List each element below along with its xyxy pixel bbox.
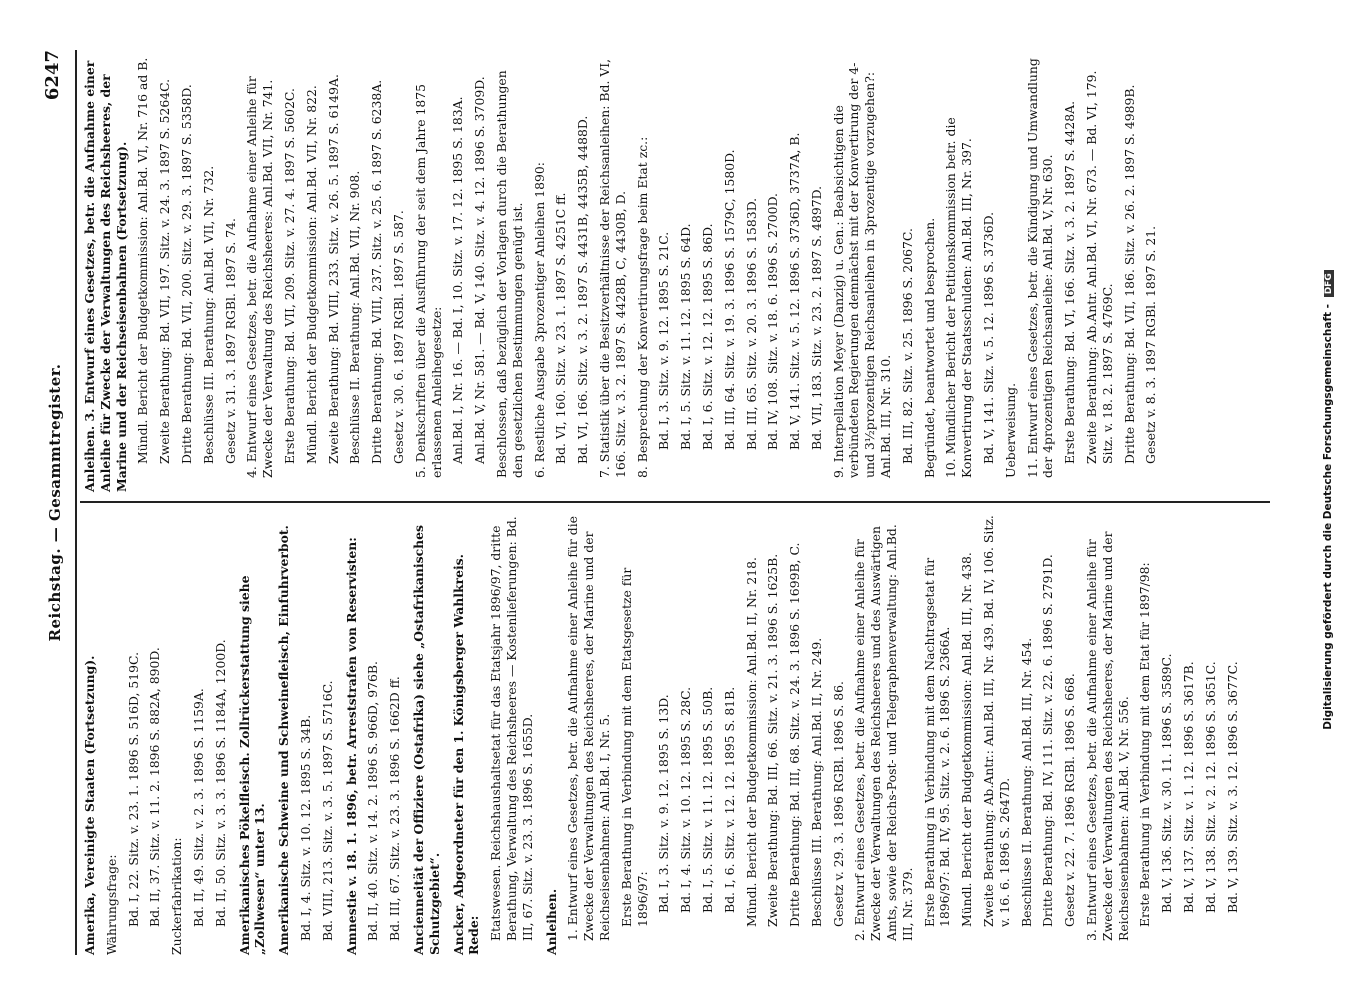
index-entry: Bd. IV, 108. Sitz. v. 18. 6. 1896 S. 2700D. [765,193,781,450]
column-divider [80,502,1270,504]
index-entry: Amnestie v. 18. 1. 1896, betr. Arreststrafen von Reservisten: [343,537,359,955]
index-entry: Dritte Berathung: Bd. VII, 200. Sitz. v. 29. 3. 1897 S. 5358D. [178,84,194,464]
index-entry: Bd. II, 37. Sitz. v. 11. 2. 1896 S. 882A, 890D. [147,647,163,927]
index-entry: Anleihen. [543,888,559,955]
index-entry: Beschlüsse II. Berathung: Anl.Bd. III, Nr. 454. [1018,637,1034,927]
index-entry: Bd. III, 67. Sitz. v. 23. 3. 1896 S. 1662D ff. [387,676,403,941]
index-entry: Zweite Berathung: Ab.Antr. Anl.Bd. VI, Nr. 673. — Bd. VI, 179. Sitz. v. 18. 2. 1897 S. 4769C. [1084,70,1115,464]
index-entry: Bd. V, 137. Sitz. v. 1. 12. 1896 S. 3617B. [1181,661,1197,913]
index-entry: Zuckerfabrikation: [169,837,185,955]
index-entry: Bd. I, 5. Sitz. v. 11. 12. 1895 S. 64D. [678,223,694,450]
index-entry: Bd. III, 82. Sitz. v. 25. 1896 S. 2067C. [899,228,915,464]
page-header [36,50,70,955]
index-entry: Bd. V, 141. Sitz. v. 5. 12. 1896 S. 3736D, 3737A, B. [787,132,803,450]
digitization-note [1322,90,1334,910]
index-entry: Mündl. Bericht der Budgetkommission: Anl.Bd. III, Nr. 438. [959,552,975,927]
index-entry: Erste Berathung: Bd. VII, 209. Sitz. v. 27. 4. 1897 S. 5602C. [281,88,297,464]
page-title: Reichstag. — Gesammtregister. [46,363,64,642]
index-entry: Begründet, beantwortet und besprochen. [921,217,937,478]
page-number: 6247 [42,50,63,101]
index-entry: 7. Statistik über die Besitzverhältnisse der Reichsanleihen: Bd. VI, 166. Sitz. v. 3. 2. 1897 S. 4428B, C, 4430B, D. [596,58,628,478]
index-entry: 10. Mündlicher Bericht der Petitionskommission betr. die Konvertirung der Staatsschulden: Anl.Bd. III, Nr. 397. [943,117,975,478]
digitization-text: Digitalisierung gefördert durch die Deutsche Forschungsgemeinschaft - [1322,303,1334,730]
index-entry: 3. Entwurf eines Gesetzes, betr. die Aufnahme einer Anleihe für Zwecke der Verwaltungen des Reichsheeres, der Marine und der Reichseisenbahnen: Anl.Bd. V, Nr. 556. [1084,531,1131,941]
index-entry: 4. Entwurf eines Gesetzes, betr. die Aufnahme einer Anleihe für Zwecke der Verwaltung des Reichsheeres: Anl.Bd. VII, Nr. 741. [244,76,276,478]
index-entry: Gesetz v. 29. 3. 1896 RGBl. 1896 S. 86. [830,681,846,927]
index-entry: Mündl. Bericht der Budgetkommission: Anl.Bd. VII, Nr. 822. [303,85,319,464]
index-entry: Amerikanische Schweine und Schweinefleisch, Einfuhrverbot. [276,525,292,955]
dfg-badge: DFG [1324,270,1334,297]
index-entry: Beschlüsse III. Berathung: Anl.Bd. VII, Nr. 732. [200,165,216,464]
index-entry: Ancienneität der Offiziere (Ostafrika) siehe „Ostafrikanisches Schutzgebiet“. [410,524,442,955]
index-entry: Ancker, Abgeordneter für den 1. Königsberger Wahlkreis. Rede: [450,554,482,955]
index-entry: Bd. I, 5. Sitz. v. 11. 12. 1895 S. 50B. [699,686,715,913]
index-entry: Bd. I, 4. Sitz. v. 10. 12. 1895 S. 34B. [297,714,313,941]
index-entry: 5. Denkschriften über die Ausführung der seit dem Jahre 1875 erlassenen Anleihegesetze: [412,83,444,478]
index-entry: Bd. III, 65. Sitz. v. 20. 3. 1896 S. 1583D. [743,197,759,450]
index-entry: Beschlüsse III. Berathung: Anl.Bd. II, Nr. 249. [808,637,824,927]
index-entry: Dritte Berathung: Bd. VIII, 237. Sitz. v. 25. 6. 1897 S. 6238A. [369,79,385,464]
index-entry: Bd. I, 3. Sitz. v. 9. 12. 1895 S. 13D. [656,694,672,913]
index-entry: Bd. II, 50. Sitz. v. 3. 3. 1896 S. 1184A, 1200D. [212,639,228,927]
index-entry: Bd. VI, 166. Sitz. v. 3. 2. 1897 S. 4431B, 4435B, 4488D. [575,115,591,464]
index-entry: Anl.Bd. I, Nr. 16. — Bd. I, 10. Sitz. v. 17. 12. 1895 S. 183A. [450,96,466,464]
index-entry: Gesetz v. 8. 3. 1897 RGBl. 1897 S. 21. [1143,225,1159,464]
index-entry: Währungsfrage: [103,854,119,955]
index-entry: 1. Entwurf eines Gesetzes, betr. die Aufnahme einer Anleihe für die Zwecke der Verwaltungen des Reichsheeres, der Marine und der Reichseisenbahnen: Anl.Bd. I, Nr. 5. [565,516,612,941]
index-entry: 8. Besprechung der Konvertirungsfrage beim Etat zc.: [634,136,650,478]
index-entry: Zweite Berathung: Bd. VII, 197. Sitz. v. 24. 3. 1897 S. 5264C. [157,78,173,464]
index-entry: Bd. I, 6. Sitz. v. 12. 12. 1895 S. 81B. [721,686,737,913]
index-entry: Bd. III, 64. Sitz. v. 19. 3. 1896 S. 1579C, 1580D. [721,149,737,450]
index-entry: Bd. VI, 160. Sitz. v. 23. 1. 1897 S. 4251C ff. [553,192,569,464]
index-entry: Bd. V, 138. Sitz. v. 2. 12. 1896 S. 3651C. [1202,661,1218,913]
index-entry: Bd. V, 141. Sitz. v. 5. 12. 1896 S. 3736D. [981,211,997,464]
index-entry: Gesetz v. 30. 6. 1897 RGBl. 1897 S. 587. [390,210,406,464]
index-entry: Ueberweisung. [1002,382,1018,478]
index-entry: Dritte Berathung: Bd. VII, 186. Sitz. v. 26. 2. 1897 S. 4989B. [1121,84,1137,464]
index-entry: Bd. V, 136. Sitz. v. 30. 11. 1896 S. 3589C. [1159,653,1175,913]
index-entry: Zweite Berathung: Bd. VIII, 233. Sitz. v. 26. 5. 1897 S. 6149A. [325,74,341,464]
index-entry: Bd. I, 4. Sitz. v. 10. 12. 1895 S. 28C. [678,686,694,913]
index-entry: Bd. I, 3. Sitz. v. 9. 12. 1895 S. 21C. [656,231,672,450]
index-entry: Erste Berathung in Verbindung mit dem Nachtragsetat für 1896/97: Bd. IV, 95. Sitz. v. 2. 6. 1896 S. 2366A. [921,557,953,927]
index-entry: Anleihen. 3. Entwurf eines Gesetzes, betr. die Aufnahme einer Anleihe für Zwecke der Verwaltungen des Reichsheeres, der Marine und der Reichseisenbahnen (Fortsetzung). [82,60,129,492]
index-entry: Dritte Berathung: Bd. III, 68. Sitz. v. 24. 3. 1896 S. 1699B, C. [787,542,803,927]
index-entry: Mündl. Bericht der Budgetkommission: Anl.Bd. VI, Nr. 716 ad B. [135,57,151,464]
right-column [82,50,1165,492]
index-entry: Beschlüsse II. Berathung: Anl.Bd. VII, Nr. 908. [347,170,363,464]
index-entry: Etatswesen. Reichshaushaltsetat für das Etatsjahr 1896/97, dritte Berathung, Verwaltung des Reichsheeres — Kostenlieferungen: Bd. III, 67. Sitz. v. 23. 3. 1896 S. 1655D. [488,516,535,941]
index-entry: 9. Interpellation Meyer (Danzig) u. Gen.: Beabsichtigen die verbündeten Regierungen demnächst mit der Konvertirung der 4- und 3½prozentigen Reichsanleihen in 3prozentige vorzugehen?: Anl.Bd. III, Nr. 310. [830,62,894,478]
index-entry: Bd. VIII, 213. Sitz. v. 3. 5. 1897 S. 5716C. [319,680,335,941]
index-entry: Bd. VII, 183. Sitz. v. 23. 2. 1897 S. 4897D. [808,185,824,450]
index-entry: Anl.Bd. V, Nr. 581. — Bd. V, 140. Sitz. v. 4. 12. 1896 S. 3709D. [472,76,488,464]
header-rule [75,50,77,955]
index-entry: 6. Restliche Ausgabe 3prozentiger Anleihen 1890: [531,162,547,478]
index-entry: Gesetz v. 22. 7. 1896 RGBl. 1896 S. 668. [1062,673,1078,927]
index-entry: 11. Entwurf eines Gesetzes, betr. die Kündigung und Umwandlung der 4prozentigen Reichsanleihe: Anl.Bd. V, Nr. 630. [1024,58,1056,478]
index-entry: Zweite Berathung: Bd. III, 66. Sitz. v. 21. 3. 1896 S. 1625B. [765,553,781,927]
index-entry: Amerika, Vereinigte Staaten (Fortsetzung). [82,655,97,955]
index-entry: Erste Berathung in Verbindung mit dem Etatsgesetze für 1896/97: [618,567,650,927]
index-entry: Erste Berathung: Bd. VI, 166. Sitz. v. 3. 2. 1897 S. 4428A. [1062,100,1078,464]
index-entry: Bd. II, 40. Sitz. v. 14. 2. 1896 S. 966D, 976B. [365,661,381,941]
index-entry: Bd. II, 49. Sitz. v. 2. 3. 1896 S. 1159A. [190,688,206,927]
index-entry: 2. Entwurf eines Gesetzes, betr. die Aufnahme einer Anleihe für Zwecke der Verwaltungen des Reichsheeres und des Auswärtigen Amts, sowie der Reichs-Post- und Telegraphenverwaltung: Anl.Bd. III, Nr. 379. [852,524,915,941]
index-entry: Bd. I, 6. Sitz. v. 12. 12. 1895 S. 86D. [699,223,715,450]
index-entry: Mündl. Bericht der Budgetkommission: Anl.Bd. II, Nr. 218. [743,557,759,927]
left-column [82,515,1246,955]
index-entry: Bd. V, 139. Sitz. v. 3. 12. 1896 S. 3677C. [1224,661,1240,913]
index-entry: Erste Berathung in Verbindung mit dem Etat für 1897/98: [1137,562,1153,927]
index-entry: Bd. I, 22. Sitz. v. 23. 1. 1896 S. 516D, 519C. [125,651,141,927]
index-entry: Amerikanisches Pökelfleisch. Zollrückerstattung siehe „Zollwesen“ unter 13. [236,575,268,955]
index-entry: Zweite Berathung: Ab.Antr.: Anl.Bd. III, Nr. 439. Bd. IV, 106. Sitz. v. 16. 6. 1896 S. 2647D. [981,515,1012,927]
index-entry: Gesetz v. 31. 3. 1897 RGBl. 1897 S. 74. [222,218,238,464]
index-entry: Beschlossen, daß bezüglich der Vorlagen durch die Berathungen den gesetzlichen Bestimmungen genügt ist. [493,70,525,478]
index-entry: Dritte Berathung: Bd. IV, 111. Sitz. v. 22. 6. 1896 S. 2791D. [1040,554,1056,927]
